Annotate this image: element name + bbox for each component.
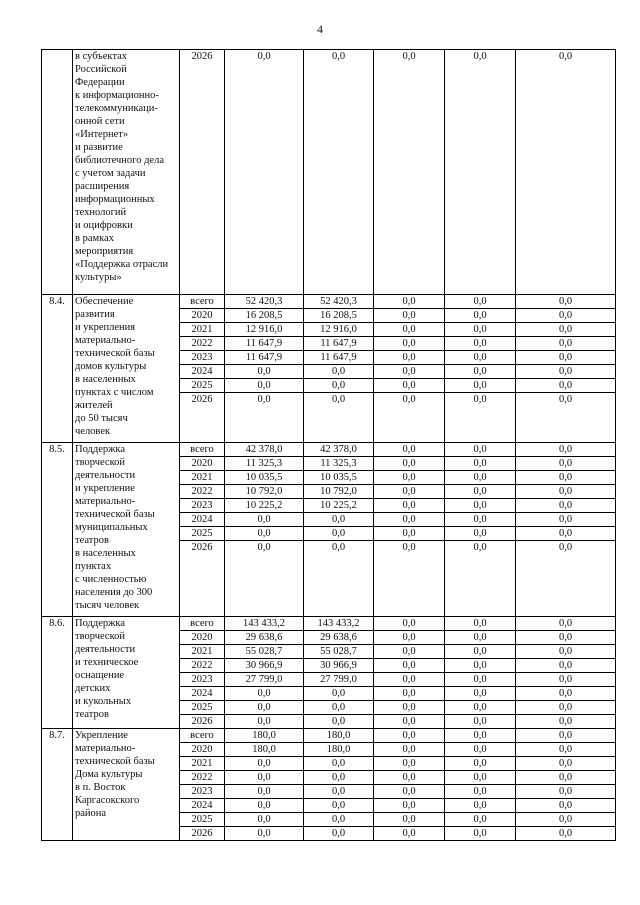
item-name-line: пунктах с числом	[75, 387, 154, 398]
value-cell: 0,0	[374, 813, 445, 827]
value-cell: 30 966,9	[304, 659, 374, 673]
value-cell: 27 799,0	[225, 673, 304, 687]
value-cell: 0,0	[516, 715, 616, 729]
item-name-line: Поддержка	[75, 618, 125, 629]
value-cell: 0,0	[374, 743, 445, 757]
item-name-line: деятельности	[75, 644, 136, 655]
table-row	[42, 729, 616, 743]
item-name-line: к информационно-	[75, 90, 159, 101]
value-cell: 180,0	[304, 743, 374, 757]
item-name-line: материально-	[75, 743, 136, 754]
value-cell: 10 792,0	[304, 485, 374, 499]
value-cell: 0,0	[225, 513, 304, 527]
year-cell: всего	[180, 617, 225, 631]
value-cell: 0,0	[374, 541, 445, 617]
value-cell: 0,0	[516, 617, 616, 631]
value-cell: 0,0	[374, 799, 445, 813]
value-cell: 0,0	[516, 485, 616, 499]
value-cell: 0,0	[516, 757, 616, 771]
year-cell: 2020	[180, 457, 225, 471]
value-cell: 0,0	[445, 715, 516, 729]
year-cell: 2022	[180, 659, 225, 673]
value-cell: 0,0	[516, 701, 616, 715]
value-cell: 0,0	[445, 485, 516, 499]
value-cell: 0,0	[225, 379, 304, 393]
item-number-cell	[42, 50, 73, 295]
year-cell: 2024	[180, 799, 225, 813]
value-cell: 0,0	[445, 687, 516, 701]
item-name-line: и развитие	[75, 142, 123, 153]
value-cell: 0,0	[445, 295, 516, 309]
year-cell: 2023	[180, 351, 225, 365]
value-cell: 0,0	[516, 323, 616, 337]
value-cell: 0,0	[445, 813, 516, 827]
value-cell: 55 028,7	[304, 645, 374, 659]
value-cell: 180,0	[225, 729, 304, 743]
value-cell: 42 378,0	[225, 443, 304, 457]
item-name-line: тысяч человек	[75, 600, 140, 611]
value-cell: 0,0	[445, 659, 516, 673]
item-name-line: в рамках	[75, 233, 114, 244]
value-cell: 0,0	[374, 379, 445, 393]
value-cell: 0,0	[374, 631, 445, 645]
value-cell: 0,0	[374, 659, 445, 673]
value-cell: 0,0	[374, 771, 445, 785]
value-cell: 0,0	[445, 827, 516, 841]
value-cell: 0,0	[374, 715, 445, 729]
item-name-line: и укрепления	[75, 322, 136, 333]
value-cell: 0,0	[516, 659, 616, 673]
item-name-line: театров	[75, 709, 109, 720]
value-cell: 16 208,5	[225, 309, 304, 323]
value-cell: 0,0	[304, 527, 374, 541]
item-name-line: онной сети	[75, 116, 125, 127]
year-cell: 2023	[180, 673, 225, 687]
value-cell: 0,0	[225, 785, 304, 799]
item-name-line: технологий	[75, 207, 127, 218]
value-cell: 0,0	[445, 771, 516, 785]
value-cell: 0,0	[445, 379, 516, 393]
value-cell: 0,0	[445, 527, 516, 541]
year-cell: 2024	[180, 365, 225, 379]
value-cell: 0,0	[374, 485, 445, 499]
year-cell: 2026	[180, 50, 225, 295]
item-name-cell	[73, 729, 180, 841]
year-cell: 2023	[180, 785, 225, 799]
table-row	[42, 617, 616, 631]
value-cell: 0,0	[445, 785, 516, 799]
value-cell: 42 378,0	[304, 443, 374, 457]
value-cell: 10 792,0	[225, 485, 304, 499]
value-cell: 0,0	[304, 813, 374, 827]
item-name-line: Укрепление	[75, 730, 128, 741]
value-cell: 0,0	[445, 471, 516, 485]
value-cell: 0,0	[374, 827, 445, 841]
value-cell: 52 420,3	[225, 295, 304, 309]
value-cell: 0,0	[304, 393, 374, 443]
value-cell: 0,0	[445, 393, 516, 443]
item-name-cell	[73, 617, 180, 729]
value-cell: 0,0	[445, 351, 516, 365]
value-cell: 0,0	[225, 541, 304, 617]
year-cell: всего	[180, 295, 225, 309]
year-cell: 2020	[180, 743, 225, 757]
item-name-line: и укрепление	[75, 483, 135, 494]
value-cell: 0,0	[445, 443, 516, 457]
item-name-line: пунктах	[75, 561, 112, 572]
value-cell: 0,0	[516, 827, 616, 841]
value-cell: 0,0	[374, 645, 445, 659]
value-cell: 0,0	[225, 813, 304, 827]
value-cell: 0,0	[374, 457, 445, 471]
year-cell: 2021	[180, 757, 225, 771]
value-cell: 0,0	[304, 771, 374, 785]
value-cell: 0,0	[445, 50, 516, 295]
value-cell: 0,0	[516, 513, 616, 527]
item-name-line: Федерации	[75, 77, 125, 88]
year-cell: 2024	[180, 513, 225, 527]
value-cell: 16 208,5	[304, 309, 374, 323]
value-cell: 0,0	[374, 365, 445, 379]
item-name-line: творческой	[75, 631, 126, 642]
item-name-line: детских	[75, 683, 111, 694]
value-cell: 0,0	[516, 541, 616, 617]
item-name-line: с численностью	[75, 574, 147, 585]
item-name-line: культуры»	[75, 272, 122, 283]
value-cell: 0,0	[516, 729, 616, 743]
value-cell: 0,0	[374, 785, 445, 799]
value-cell: 0,0	[516, 527, 616, 541]
value-cell: 0,0	[445, 499, 516, 513]
item-name-line: в п. Восток	[75, 782, 126, 793]
value-cell: 0,0	[516, 295, 616, 309]
value-cell: 143 433,2	[304, 617, 374, 631]
value-cell: 0,0	[445, 337, 516, 351]
value-cell: 0,0	[516, 743, 616, 757]
item-number-cell: 8.7.	[42, 729, 73, 841]
item-name-line: Обеспечение	[75, 296, 134, 307]
value-cell: 0,0	[225, 687, 304, 701]
value-cell: 0,0	[225, 827, 304, 841]
value-cell: 0,0	[225, 393, 304, 443]
item-name-line: в субъектах	[75, 51, 127, 62]
item-name-line: до 50 тысяч	[75, 413, 128, 424]
value-cell: 0,0	[516, 813, 616, 827]
year-cell: 2022	[180, 771, 225, 785]
value-cell: 0,0	[445, 645, 516, 659]
value-cell: 0,0	[374, 309, 445, 323]
item-name-line: муниципальных	[75, 522, 148, 533]
item-name-line: материально-	[75, 335, 136, 346]
value-cell: 0,0	[516, 631, 616, 645]
value-cell: 0,0	[304, 379, 374, 393]
value-cell: 0,0	[374, 337, 445, 351]
value-cell: 0,0	[516, 645, 616, 659]
value-cell: 0,0	[445, 673, 516, 687]
value-cell: 0,0	[516, 351, 616, 365]
year-cell: 2022	[180, 337, 225, 351]
value-cell: 0,0	[374, 443, 445, 457]
item-name-line: Каргасокского	[75, 795, 140, 806]
year-cell: всего	[180, 729, 225, 743]
value-cell: 0,0	[445, 541, 516, 617]
item-name-line: домов культуры	[75, 361, 147, 372]
value-cell: 0,0	[445, 323, 516, 337]
value-cell: 0,0	[374, 701, 445, 715]
value-cell: 0,0	[516, 673, 616, 687]
item-name-line: жителей	[75, 400, 113, 411]
value-cell: 0,0	[374, 527, 445, 541]
table-body	[42, 50, 616, 841]
value-cell: 0,0	[374, 351, 445, 365]
value-cell: 0,0	[516, 443, 616, 457]
value-cell: 0,0	[374, 50, 445, 295]
value-cell: 0,0	[225, 50, 304, 295]
item-name-line: технической базы	[75, 509, 155, 520]
item-name-line: и кукольных	[75, 696, 132, 707]
value-cell: 10 035,5	[304, 471, 374, 485]
item-name-line: Дома культуры	[75, 769, 143, 780]
value-cell: 30 966,9	[225, 659, 304, 673]
value-cell: 52 420,3	[304, 295, 374, 309]
year-cell: 2025	[180, 379, 225, 393]
value-cell: 11 325,3	[225, 457, 304, 471]
value-cell: 11 647,9	[225, 337, 304, 351]
item-name-line: информационных	[75, 194, 155, 205]
item-name-line: библиотечного дела	[75, 155, 164, 166]
value-cell: 0,0	[445, 799, 516, 813]
year-cell: 2024	[180, 687, 225, 701]
item-number-cell: 8.5.	[42, 443, 73, 617]
value-cell: 0,0	[374, 687, 445, 701]
page-number: 4	[317, 22, 323, 36]
value-cell: 0,0	[445, 757, 516, 771]
value-cell: 0,0	[304, 757, 374, 771]
item-name-line: человек	[75, 426, 111, 437]
value-cell: 11 647,9	[304, 337, 374, 351]
item-number-cell: 8.4.	[42, 295, 73, 443]
item-name-cell	[73, 443, 180, 617]
value-cell: 12 916,0	[304, 323, 374, 337]
year-cell: 2021	[180, 323, 225, 337]
value-cell: 0,0	[374, 757, 445, 771]
item-name-line: расширения	[75, 181, 130, 192]
value-cell: 0,0	[225, 799, 304, 813]
value-cell: 0,0	[445, 513, 516, 527]
value-cell: 0,0	[304, 827, 374, 841]
year-cell: 2020	[180, 309, 225, 323]
value-cell: 0,0	[225, 365, 304, 379]
value-cell: 0,0	[374, 393, 445, 443]
value-cell: 0,0	[304, 715, 374, 729]
value-cell: 0,0	[516, 309, 616, 323]
value-cell: 0,0	[516, 687, 616, 701]
value-cell: 0,0	[516, 785, 616, 799]
item-name-line: Российской	[75, 64, 127, 75]
value-cell: 11 325,3	[304, 457, 374, 471]
year-cell: 2025	[180, 527, 225, 541]
value-cell: 0,0	[445, 729, 516, 743]
item-name-line: с учетом задачи	[75, 168, 146, 179]
value-cell: 0,0	[516, 50, 616, 295]
year-cell: 2025	[180, 701, 225, 715]
value-cell: 0,0	[445, 457, 516, 471]
item-name-line: населения до 300	[75, 587, 153, 598]
value-cell: 0,0	[374, 513, 445, 527]
item-name-line: развития	[75, 309, 115, 320]
item-name-line: технической базы	[75, 756, 155, 767]
value-cell: 143 433,2	[225, 617, 304, 631]
value-cell: 0,0	[374, 323, 445, 337]
value-cell: 27 799,0	[304, 673, 374, 687]
value-cell: 0,0	[374, 499, 445, 513]
value-cell: 0,0	[445, 743, 516, 757]
value-cell: 29 638,6	[304, 631, 374, 645]
item-name-line: оснащение	[75, 670, 125, 681]
value-cell: 0,0	[304, 50, 374, 295]
value-cell: 0,0	[445, 365, 516, 379]
table-row	[42, 50, 616, 295]
year-cell: 2022	[180, 485, 225, 499]
value-cell: 0,0	[304, 799, 374, 813]
budget-table	[41, 49, 616, 841]
value-cell: 0,0	[445, 701, 516, 715]
value-cell: 180,0	[225, 743, 304, 757]
item-number-cell: 8.6.	[42, 617, 73, 729]
value-cell: 0,0	[516, 499, 616, 513]
value-cell: 0,0	[445, 631, 516, 645]
value-cell: 12 916,0	[225, 323, 304, 337]
year-cell: 2021	[180, 645, 225, 659]
item-name-cell	[73, 50, 180, 295]
value-cell: 0,0	[304, 687, 374, 701]
value-cell: 11 647,9	[225, 351, 304, 365]
year-cell: 2020	[180, 631, 225, 645]
value-cell: 0,0	[516, 365, 616, 379]
value-cell: 10 225,2	[225, 499, 304, 513]
item-name-line: технической базы	[75, 348, 155, 359]
item-name-line: «Интернет»	[75, 129, 129, 140]
value-cell: 29 638,6	[225, 631, 304, 645]
value-cell: 0,0	[225, 527, 304, 541]
item-name-line: материально-	[75, 496, 136, 507]
value-cell: 0,0	[225, 715, 304, 729]
item-name-cell	[73, 295, 180, 443]
year-cell: 2021	[180, 471, 225, 485]
value-cell: 0,0	[516, 471, 616, 485]
value-cell: 0,0	[516, 771, 616, 785]
item-name-line: театров	[75, 535, 109, 546]
value-cell: 0,0	[516, 337, 616, 351]
year-cell: всего	[180, 443, 225, 457]
value-cell: 0,0	[304, 701, 374, 715]
value-cell: 10 225,2	[304, 499, 374, 513]
table-row	[42, 443, 616, 457]
item-name-line: и оцифровки	[75, 220, 133, 231]
value-cell: 0,0	[445, 309, 516, 323]
value-cell: 0,0	[225, 757, 304, 771]
year-cell: 2026	[180, 541, 225, 617]
value-cell: 0,0	[374, 471, 445, 485]
value-cell: 0,0	[374, 673, 445, 687]
value-cell: 0,0	[304, 541, 374, 617]
item-name-line: района	[75, 808, 107, 819]
item-name-line: деятельности	[75, 470, 136, 481]
item-name-line: и техническое	[75, 657, 139, 668]
value-cell: 0,0	[516, 379, 616, 393]
year-cell: 2023	[180, 499, 225, 513]
value-cell: 0,0	[304, 513, 374, 527]
value-cell: 0,0	[516, 457, 616, 471]
item-name-line: «Поддержка отрасли	[75, 259, 169, 270]
table-row	[42, 295, 616, 309]
item-name-line: Поддержка	[75, 444, 125, 455]
value-cell: 0,0	[374, 295, 445, 309]
year-cell: 2026	[180, 393, 225, 443]
item-name-line: мероприятия	[75, 246, 134, 257]
value-cell: 0,0	[374, 617, 445, 631]
item-name-line: в населенных	[75, 374, 136, 385]
value-cell: 0,0	[516, 799, 616, 813]
year-cell: 2026	[180, 827, 225, 841]
value-cell: 0,0	[225, 701, 304, 715]
value-cell: 0,0	[445, 617, 516, 631]
value-cell: 0,0	[304, 365, 374, 379]
value-cell: 0,0	[225, 771, 304, 785]
value-cell: 180,0	[304, 729, 374, 743]
value-cell: 0,0	[304, 785, 374, 799]
value-cell: 10 035,5	[225, 471, 304, 485]
value-cell: 0,0	[516, 393, 616, 443]
value-cell: 11 647,9	[304, 351, 374, 365]
value-cell: 55 028,7	[225, 645, 304, 659]
item-name-line: в населенных	[75, 548, 136, 559]
item-name-line: телекоммуникаци-	[75, 103, 158, 114]
item-name-line: творческой	[75, 457, 126, 468]
year-cell: 2026	[180, 715, 225, 729]
value-cell: 0,0	[374, 729, 445, 743]
year-cell: 2025	[180, 813, 225, 827]
